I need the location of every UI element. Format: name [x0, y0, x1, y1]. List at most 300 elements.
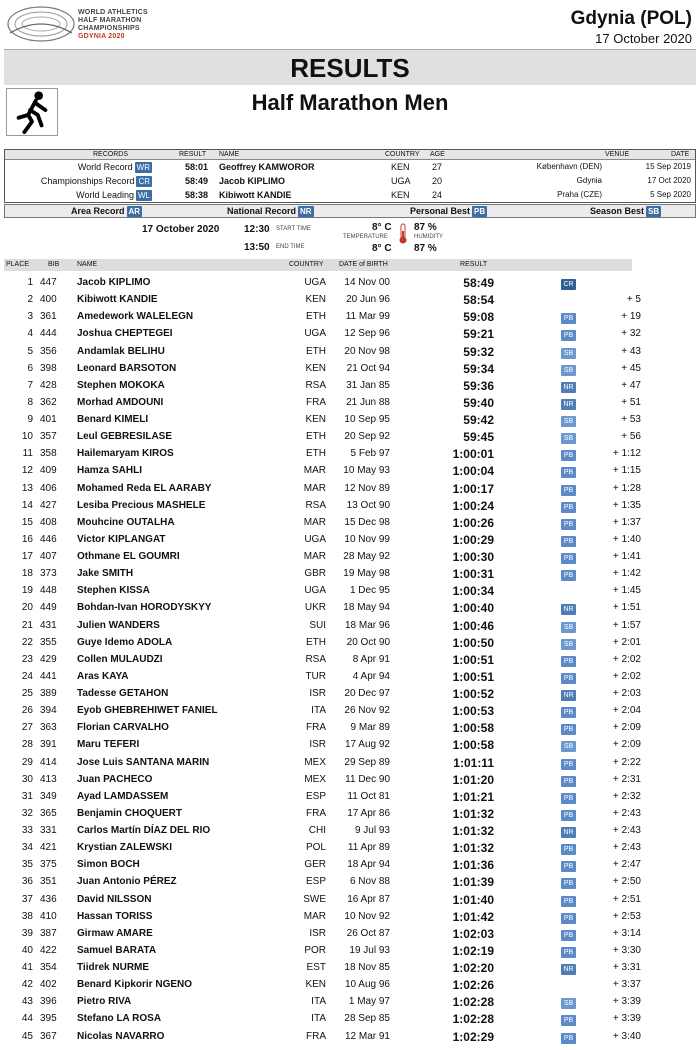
bib-cell: 354: [40, 962, 57, 973]
temp-end: 8° C: [372, 243, 392, 254]
country-cell: SWE: [303, 893, 326, 905]
result-time: 1:00:50: [452, 635, 494, 650]
bib-cell: 351: [40, 876, 57, 888]
place-cell: 14: [21, 499, 33, 511]
page-title: RESULTS: [4, 49, 696, 85]
place-cell: 3: [27, 311, 33, 323]
table-row: [0, 599, 700, 616]
table-row: [0, 1028, 700, 1045]
table-row: [0, 308, 700, 325]
bib-cell: 414: [40, 756, 57, 768]
bib-cell: 355: [40, 636, 57, 648]
table-row: [0, 617, 700, 634]
dob-cell: 21 Jun 88: [346, 396, 390, 408]
dob-cell: 26 Oct 87: [346, 927, 390, 939]
end-time: 13:50: [244, 242, 270, 253]
dob-cell: 17 Apr 86: [347, 807, 390, 819]
athlete-name: Mohamed Reda EL AARABY: [77, 482, 212, 494]
place-cell: 36: [21, 876, 33, 888]
table-row: [0, 274, 700, 291]
athlete-name: Florian CARVALHO: [77, 722, 169, 734]
table-row: [0, 377, 700, 394]
bib-cell: 427: [40, 499, 57, 511]
country-cell: UGA: [304, 585, 326, 597]
place-cell: 5: [27, 345, 33, 357]
table-row: [0, 343, 700, 360]
record-badge: SB: [561, 639, 576, 650]
gap-cell: + 1:15: [612, 465, 641, 477]
dob-cell: 10 Aug 96: [344, 979, 390, 991]
bib-cell: 331: [40, 825, 57, 836]
athlete-name: Aras KAYA: [77, 670, 129, 682]
table-row: [0, 480, 700, 497]
bib-cell: 448: [40, 585, 57, 597]
athlete-name: Girmaw AMARE: [77, 927, 153, 939]
athlete-name: Andamlak BELIHU: [77, 345, 165, 357]
bib-cell: 413: [40, 773, 57, 785]
country-cell: ETH: [306, 448, 326, 460]
gap-cell: + 3:40: [612, 1030, 641, 1042]
dob-cell: 11 Mar 99: [345, 311, 390, 323]
country-cell: ESP: [305, 876, 326, 888]
place-cell: 24: [21, 670, 33, 682]
dob-cell: 19 May 98: [343, 568, 390, 580]
table-row: [0, 873, 700, 890]
gap-cell: + 2:02: [612, 670, 641, 682]
place-cell: 6: [27, 362, 33, 374]
gap-cell: + 1:45: [612, 585, 641, 597]
record-badge: SB: [561, 998, 576, 1009]
record-badge: SB: [561, 741, 576, 752]
athlete-name: David NILSSON: [77, 893, 152, 905]
gap-cell: + 2:02: [612, 653, 641, 665]
gap-cell: + 2:43: [612, 842, 641, 854]
gap-cell: + 3:39: [612, 996, 641, 1008]
place-cell: 12: [21, 465, 33, 477]
bib-cell: 395: [40, 1013, 57, 1025]
gap-cell: + 53: [621, 414, 641, 425]
dob-cell: 29 Sep 89: [344, 756, 390, 768]
place-cell: 40: [21, 944, 33, 956]
results-header: PLACE BIB NAME COUNTRY DATE of BIRTH RESULT: [4, 259, 632, 271]
record-badge: NR: [561, 827, 576, 838]
table-row: [0, 325, 700, 342]
record-badge: CR: [561, 279, 576, 290]
result-time: 1:00:51: [452, 652, 494, 667]
result-time: 1:00:26: [452, 515, 494, 530]
bib-cell: 402: [40, 979, 57, 991]
athlete-name: Julien WANDERS: [77, 619, 160, 631]
dob-cell: 11 Oct 81: [347, 790, 390, 802]
athlete-name: Hamza SAHLI: [77, 465, 143, 477]
dob-cell: 31 Jan 85: [346, 379, 390, 391]
athlete-name: Othmane EL GOUMRI: [77, 551, 180, 562]
athlete-name: Jose Luis SANTANA MARIN: [77, 756, 210, 768]
gap-cell: + 2:09: [612, 739, 641, 751]
bib-cell: 428: [40, 379, 57, 391]
header: [0, 0, 700, 50]
record-badge: PB: [561, 519, 576, 530]
gap-cell: + 3:14: [612, 927, 641, 939]
record-badge: PB: [561, 776, 576, 787]
result-time: 1:01:32: [452, 841, 494, 856]
result-time: 1:00:30: [452, 550, 494, 564]
record-badge: NR: [561, 964, 576, 975]
thermometer-icon: [398, 223, 408, 245]
bib-cell: 389: [40, 688, 57, 699]
table-row: [0, 668, 700, 685]
gap-cell: + 1:28: [612, 482, 641, 494]
athlete-name: Hailemaryam KIROS: [77, 448, 174, 460]
results-list: [0, 274, 700, 1045]
athlete-name: Stephen KISSA: [77, 585, 150, 597]
athlete-name: Stefano LA ROSA: [77, 1013, 162, 1025]
table-row: [0, 754, 700, 771]
bib-cell: 408: [40, 516, 57, 528]
country-cell: EST: [306, 962, 326, 973]
record-badge: PB: [561, 656, 576, 667]
athlete-name: Stephen MOKOKA: [77, 379, 165, 391]
athlete-name: Jake SMITH: [77, 568, 134, 580]
logo-text: WORLD ATHLETICS HALF MARATHON CHAMPIONSHIPS GDYNIA 2020: [78, 9, 148, 40]
bib-cell: 444: [40, 328, 57, 340]
result-time: 1:02:29: [452, 1029, 494, 1044]
gap-cell: + 3:39: [612, 1013, 641, 1025]
place-cell: 30: [21, 773, 33, 785]
place-cell: 31: [21, 790, 33, 802]
country-cell: FRA: [306, 807, 326, 819]
bib-cell: 373: [40, 568, 57, 580]
place-cell: 42: [21, 979, 33, 991]
place-cell: 8: [27, 396, 33, 408]
athlete-name: Jacob KIPLIMO: [77, 277, 151, 288]
bib-cell: 375: [40, 859, 57, 871]
record-badge: PB: [561, 844, 576, 855]
country-cell: KEN: [305, 362, 326, 374]
table-row: [0, 908, 700, 925]
result-time: 1:00:29: [452, 532, 494, 547]
table-row: [0, 702, 700, 719]
place-cell: 19: [21, 585, 33, 597]
dob-cell: 13 Oct 90: [346, 499, 390, 511]
dob-cell: 28 May 92: [343, 551, 390, 562]
country-cell: ETH: [306, 636, 326, 648]
bib-cell: 401: [40, 414, 57, 425]
dob-cell: 17 Aug 92: [344, 739, 390, 751]
table-row: [0, 822, 700, 839]
result-time: 1:00:31: [452, 567, 494, 582]
table-row: [0, 856, 700, 873]
place-cell: 10: [21, 431, 33, 443]
bib-cell: 400: [40, 294, 57, 306]
gap-cell: + 51: [621, 396, 641, 408]
country-cell: MEX: [304, 773, 326, 785]
humidity-end: 87 %: [414, 243, 437, 254]
country-cell: ETH: [306, 311, 326, 323]
bib-cell: 446: [40, 533, 57, 545]
country-cell: MAR: [303, 465, 326, 477]
country-cell: FRA: [306, 1030, 326, 1042]
athlete-name: Lesiba Precious MASHELE: [77, 499, 206, 511]
bib-cell: 387: [40, 927, 57, 939]
gap-cell: + 32: [621, 328, 641, 340]
country-cell: ITA: [311, 705, 326, 717]
gap-cell: + 56: [621, 431, 641, 443]
table-row: [0, 925, 700, 942]
place-cell: 9: [27, 414, 33, 425]
humidity-start: 87 %: [414, 222, 437, 233]
table-row: [0, 788, 700, 805]
gap-cell: + 45: [621, 362, 641, 374]
bib-cell: 394: [40, 705, 57, 717]
place-cell: 25: [21, 688, 33, 699]
country-cell: MAR: [303, 551, 326, 562]
country-cell: ISR: [309, 927, 326, 939]
country-cell: ESP: [305, 790, 326, 802]
record-badge: NR: [561, 399, 576, 410]
dob-cell: 10 Sep 95: [344, 414, 390, 425]
result-time: 1:00:46: [452, 618, 494, 633]
bib-cell: 436: [40, 893, 57, 905]
record-badge: NR: [561, 382, 576, 393]
record-badge: PB: [561, 759, 576, 770]
country-cell: GER: [304, 859, 326, 871]
country-cell: SUI: [309, 619, 326, 631]
result-time: 59:36: [463, 378, 494, 393]
gap-cell: + 19: [621, 311, 641, 323]
athlete-name: Benard Kipkorir NGENO: [77, 979, 193, 991]
country-cell: FRA: [306, 722, 326, 734]
dob-cell: 20 Sep 92: [344, 431, 390, 443]
record-badge: PB: [561, 450, 576, 461]
result-time: 58:49: [463, 276, 494, 290]
dob-cell: 14 Nov 00: [344, 277, 390, 288]
table-row: [0, 548, 700, 565]
country-cell: ETH: [306, 345, 326, 357]
record-badge: PB: [561, 947, 576, 958]
athlete-name: Benjamin CHOQUERT: [77, 807, 183, 819]
athlete-name: Maru TEFERI: [77, 739, 140, 751]
record-badge: PB: [561, 913, 576, 924]
dob-cell: 10 May 93: [343, 465, 390, 477]
record-badge: SB: [561, 622, 576, 633]
country-cell: POL: [305, 842, 326, 854]
record-row-wr: World Record WR 58:01 Geoffrey KAMWOROR KEN 27 København (DEN) 15 Sep 2019: [77, 162, 691, 172]
country-cell: RSA: [305, 653, 326, 665]
gap-cell: + 2:32: [612, 790, 641, 802]
record-badge: SB: [561, 433, 576, 444]
gap-cell: + 2:22: [612, 756, 641, 768]
record-badge: PB: [561, 485, 576, 496]
table-row: [0, 445, 700, 462]
athlete-name: Kibiwott KANDIE: [77, 294, 158, 306]
bib-cell: 357: [40, 431, 57, 443]
result-time: 1:01:11: [453, 755, 494, 770]
venue-city: Gdynia (POL): [570, 8, 692, 29]
record-badge: PB: [561, 1015, 576, 1026]
gap-cell: + 2:31: [612, 773, 641, 785]
place-cell: 23: [21, 653, 33, 665]
record-badge: PB: [561, 810, 576, 821]
record-badge: PB: [561, 861, 576, 872]
country-cell: ITA: [311, 1013, 326, 1025]
dob-cell: 6 Nov 88: [349, 876, 390, 888]
gap-cell: + 1:41: [612, 551, 641, 562]
record-badge: NR: [561, 690, 576, 701]
result-time: 1:02:28: [452, 995, 494, 1010]
result-time: 1:02:28: [452, 1012, 494, 1027]
athlete-name: Guye Idemo ADOLA: [77, 636, 173, 648]
result-time: 1:00:58: [452, 721, 494, 736]
place-cell: 44: [21, 1013, 33, 1025]
record-badge: PB: [561, 553, 576, 564]
dob-cell: 12 Nov 89: [344, 482, 390, 494]
record-badge: NR: [561, 604, 576, 615]
dob-cell: 18 Apr 94: [347, 859, 390, 871]
gap-cell: + 3:30: [612, 944, 641, 956]
table-row: [0, 1010, 700, 1027]
country-cell: KEN: [305, 414, 326, 425]
record-badge: PB: [561, 502, 576, 513]
gap-cell: + 3:37: [612, 979, 641, 991]
bib-cell: 422: [40, 944, 57, 956]
place-cell: 28: [21, 739, 33, 751]
place-cell: 41: [21, 962, 33, 973]
gap-cell: + 2:43: [612, 807, 641, 819]
result-time: 1:00:34: [452, 584, 494, 599]
table-row: [0, 634, 700, 651]
bib-cell: 396: [40, 996, 57, 1008]
athlete-name: Juan Antonio PÉREZ: [77, 876, 177, 888]
dob-cell: 20 Dec 97: [344, 688, 390, 699]
athlete-name: Benard KIMELI: [77, 414, 149, 425]
gap-cell: + 3:31: [612, 962, 641, 973]
table-row: [0, 462, 700, 479]
place-cell: 27: [21, 722, 33, 734]
country-cell: POR: [304, 944, 326, 956]
conditions: 17 October 2020 12:30 START TIME 13:50 END TIME 8° C TEMPERATURE 8° C 87 % HUMIDITY 87 %: [142, 222, 443, 254]
country-cell: UGA: [304, 277, 326, 288]
athlete-name: Mouhcine OUTALHA: [77, 516, 175, 528]
table-row: [0, 993, 700, 1010]
record-badge: PB: [561, 467, 576, 478]
dob-cell: 28 Sep 85: [344, 1013, 390, 1025]
dob-cell: 11 Apr 89: [347, 842, 390, 854]
gap-cell: + 47: [621, 379, 641, 391]
gap-cell: + 2:43: [612, 825, 641, 836]
dob-cell: 18 Mar 96: [344, 619, 390, 631]
place-cell: 35: [21, 859, 33, 871]
gap-cell: + 1:37: [612, 516, 641, 528]
bib-cell: 409: [40, 465, 57, 477]
table-row: [0, 651, 700, 668]
place-cell: 39: [21, 927, 33, 939]
record-badge: PB: [561, 930, 576, 941]
bib-cell: 361: [40, 311, 57, 323]
table-row: [0, 942, 700, 959]
result-time: 1:02:20: [452, 961, 494, 975]
temp-start: 8° C: [372, 222, 392, 233]
place-cell: 1: [27, 277, 33, 288]
country-cell: RSA: [305, 499, 326, 511]
records-header: RECORDS RESULT NAME COUNTRY AGE VENUE DATE: [5, 150, 695, 160]
result-time: 59:21: [463, 327, 494, 342]
athlete-name: Hassan TORISS: [77, 910, 153, 922]
country-cell: UKR: [304, 602, 326, 614]
result-time: 1:00:04: [452, 464, 494, 479]
bib-cell: 398: [40, 362, 57, 374]
start-time: 12:30: [244, 224, 270, 235]
athlete-name: Simon BOCH: [77, 859, 140, 871]
gap-cell: + 1:35: [612, 499, 641, 511]
gap-cell: + 5: [626, 294, 641, 306]
record-badge: SB: [561, 416, 576, 427]
athlete-name: Leul GEBRESILASE: [77, 431, 173, 443]
dob-cell: 8 Apr 91: [352, 653, 390, 665]
country-cell: UGA: [304, 328, 326, 340]
record-badge: PB: [561, 896, 576, 907]
result-time: 1:00:01: [452, 447, 494, 462]
result-time: 59:08: [463, 310, 494, 325]
gap-cell: + 2:04: [612, 705, 641, 717]
athlete-name: Krystian ZALEWSKI: [77, 842, 173, 854]
gap-cell: + 2:51: [612, 893, 641, 905]
athlete-name: Carlos Martín DÍAZ DEL RIO: [77, 825, 211, 836]
bib-cell: 410: [40, 910, 57, 922]
dob-cell: 16 Apr 87: [347, 893, 390, 905]
dob-cell: 12 Sep 96: [344, 328, 390, 340]
bib-cell: 349: [40, 790, 57, 802]
place-cell: 20: [21, 602, 33, 614]
record-badge: PB: [561, 570, 576, 581]
athlete-name: Victor KIPLANGAT: [77, 533, 166, 545]
table-row: [0, 428, 700, 445]
dob-cell: 1 May 97: [348, 996, 390, 1008]
record-badge: SB: [561, 348, 576, 359]
dob-cell: 19 Jul 93: [349, 944, 390, 956]
record-badge: PB: [561, 673, 576, 684]
result-time: 1:01:42: [452, 909, 494, 924]
dob-cell: 20 Oct 90: [346, 636, 390, 648]
country-cell: GBR: [304, 568, 326, 580]
bib-cell: 391: [40, 739, 57, 751]
bib-cell: 406: [40, 482, 57, 494]
gap-cell: + 2:09: [612, 722, 641, 734]
place-cell: 34: [21, 842, 33, 854]
dob-cell: 21 Oct 94: [346, 362, 390, 374]
table-row: [0, 771, 700, 788]
gap-cell: + 1:51: [612, 602, 641, 614]
dob-cell: 4 Apr 94: [352, 670, 390, 682]
gap-cell: + 1:57: [612, 619, 641, 631]
athlete-name: Collen MULAUDZI: [77, 653, 163, 665]
country-cell: MEX: [304, 756, 326, 768]
result-time: 1:00:17: [452, 481, 494, 496]
result-time: 1:00:24: [452, 498, 494, 513]
result-time: 59:32: [463, 344, 494, 359]
country-cell: MAR: [303, 910, 326, 922]
record-badge: PB: [561, 793, 576, 804]
place-cell: 32: [21, 807, 33, 819]
result-time: 59:45: [463, 430, 494, 445]
athlete-name: Tiidrek NURME: [77, 962, 150, 973]
dob-cell: 10 Nov 99: [344, 533, 390, 545]
gap-cell: + 2:53: [612, 910, 641, 922]
athlete-name: Samuel BARATA: [77, 944, 157, 956]
conditions-date: 17 October 2020: [142, 224, 220, 235]
table-row: [0, 805, 700, 822]
bib-cell: 407: [40, 551, 57, 562]
